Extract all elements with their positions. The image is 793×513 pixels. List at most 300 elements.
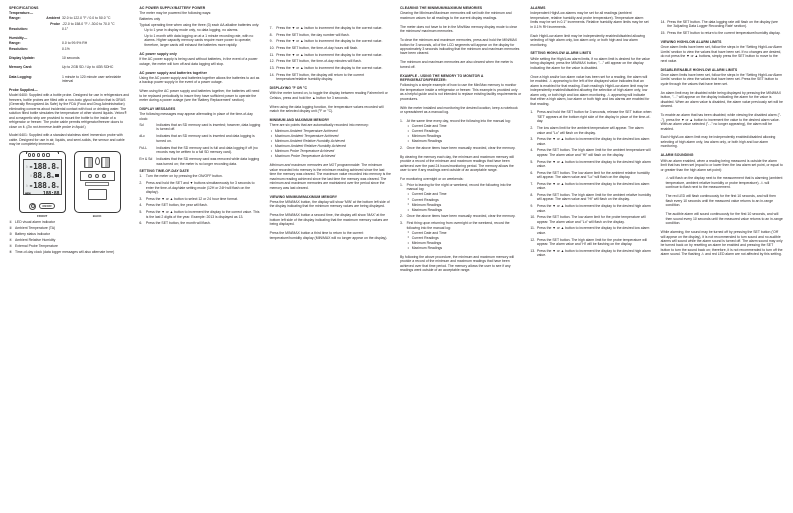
bullet-icon: •: [407, 240, 409, 245]
step-number: 12.: [269, 59, 275, 64]
bullet-label: Maximum Ambient Relative Humidity Achieved: [274, 144, 346, 149]
step-number: 6.: [530, 170, 534, 175]
humidity-label: Humidity—: [9, 36, 28, 41]
temperature-label: Temperature—: [9, 11, 34, 16]
viewing-minmax-p5: Press the MIN/MAX button, the display will show 'MIN' at the bottom left side of the display indicating that the minimum memory values are being displayed.: [269, 199, 390, 209]
alarm-bell-icon: △: [30, 174, 32, 178]
step-text: Press the ▼ or ▲ button to increment the display to the desired high alarm value.: [536, 204, 651, 213]
lcd-status-row: [25, 191, 59, 198]
step-text: Press the SET button, the display will return to the current temperature/relative humidity display.: [276, 72, 365, 82]
list-item: [400, 214, 521, 218]
step-text: Press the SET button. The data logging rate will flash on the display (see the 'Adjusting Data Logger Recording Rate' section).: [667, 20, 778, 29]
bullet-label: Maximum Ambient Temperature Achieved: [274, 134, 339, 139]
list-item: [9, 226, 130, 230]
spec-value: 0.1%: [62, 46, 70, 51]
legend-marker: ⑤: [9, 244, 13, 249]
bullet-label: Current Readings: [411, 235, 439, 240]
list-item: [139, 134, 260, 143]
bullet-icon: •: [407, 197, 409, 202]
probe-6400-end: .): [83, 124, 86, 129]
table-row: [9, 65, 130, 70]
list-item: [9, 250, 130, 254]
vent-right-icon: [101, 157, 110, 168]
legend-label: Ambient Temperature (TA): [15, 226, 56, 231]
alarm-bell-icon: △: [25, 164, 28, 168]
legend-label: Battery status indicator: [15, 232, 50, 237]
list-item: [139, 210, 260, 219]
setting-alarm-limits-heading: SETTING HIGH/LOW ALARM LIMITS: [530, 51, 592, 56]
ac-power-p1: The meter may be powered the following ways:: [139, 11, 212, 16]
specifications-heading: SPECIFICATIONS: [9, 6, 39, 10]
spec-value: 0.1°: [62, 26, 69, 31]
list-item: [270, 39, 391, 43]
message-desc: Indicates that the SD memory card is full and data logging if off (no records may be written to a full SD memory card).: [156, 145, 258, 155]
list-item: [270, 134, 391, 138]
bullet-icon: •: [270, 139, 272, 144]
bullet-label: Current Readings: [411, 197, 439, 202]
step-sublist: [407, 124, 522, 144]
bullet-icon: •: [407, 230, 409, 235]
column-2: [135, 6, 265, 509]
step-number: 2.: [399, 214, 403, 219]
step-text: Press the SET button. The high alarm limit for the ambient temperature will appear. The alarm value and "Hi" will flash on the display.: [536, 148, 651, 157]
step-text: Press the ▼ or ▲ button to increment the display to the desired high alarm value.: [536, 159, 651, 169]
list-item: [407, 134, 522, 138]
example-heading: EXAMPLE - USING THE MEMORY TO MONITOR A REFRIGERATOR/FREEZER:: [399, 73, 484, 83]
list-item: [270, 139, 391, 143]
step-number: 11.: [269, 52, 275, 57]
alarm-sounding-p9: The audible alarm will sound continuously for the first 10 seconds, and will then sound every 10 seconds until the measured value returns to an in-range condition.: [665, 212, 783, 226]
lcd-probe-temp-value: -188.8: [28, 180, 56, 190]
front-view-caption: FRONT: [36, 213, 48, 218]
bullet-label: Minimum Ambient Relative Humidity Achieved: [274, 139, 345, 144]
ac-power-p3: Typical operating time when using the three (3) each AA alkaline batteries only:: [139, 22, 260, 27]
spec-label: Data Logging:: [9, 74, 33, 79]
alarm-bell-icon: △: [25, 183, 28, 187]
minmax-note: [270, 163, 391, 190]
bullet-label: Maximum Readings: [411, 139, 443, 144]
example-p5: Following is a simple example of how to use the Min/Max memory to monitor the temperature inside a refrigerator or freezer. This example is provided only as a helpful guide and is not intended to replace existing facility requirements or procedures.: [399, 83, 522, 101]
bullet-icon: •: [270, 154, 272, 159]
step-number: 1.: [139, 174, 143, 179]
step-text: Press the ▼ or ▲ button to increment the display to the correct value.: [276, 66, 383, 71]
ac-and-battery-p6: When using the AC power supply and batteries together, the batteries will need to be replaced periodically to insure they have sufficient power to operate the meter during a power outage (see the 'Battery Replacement' section).: [139, 89, 260, 103]
list-item: [400, 119, 521, 144]
bullet-label: Minimum Readings: [411, 134, 442, 139]
step-number: 15.: [660, 31, 666, 36]
device-back-label: [85, 182, 109, 186]
list-item: [270, 149, 391, 153]
legend-marker: ②: [9, 226, 13, 231]
list-item: [530, 110, 651, 123]
viewing-alarm-p1: Once alarm limits have been set, follow the steps in the 'Setting High/Low Alarm Limits' section to view the values that have been set. If no changes are desired, do not press the ▼ or ▲ buttons, simply press the SET button to move to the next value.: [660, 45, 783, 63]
minmax-note-body: The minimum value recorded into memory is the minimum reading achieved since the last time the memory was cleared. The maximum value recorded into memory is the maximum reading achieved since the last time the memory was cleared. The minimum and maximum memories are maintained over the period since the memory was last cleared.: [269, 163, 391, 190]
display-f-c-p1: With the meter turned on, to toggle the display between reading Fahrenheit or Celsius, press and hold the ▲ button for 3 seconds.: [269, 91, 388, 100]
list-item: [407, 208, 522, 212]
step-number: 1.: [399, 182, 403, 187]
message-code: FuLL: [139, 145, 148, 150]
bullet-icon: •: [407, 129, 409, 133]
step-text: Press the SET button, the time-of-day minutes will flash.: [276, 59, 362, 64]
step-number: 14.: [269, 72, 275, 77]
alarm-sounding-p7: ⚠ will flash on the display next to the measurement that is alarming (ambient temperature, ambient relative humidity or probe temperature). ⚠ will continue to flash next to the measurement.: [665, 176, 783, 190]
lcd-ambient-temp-value: -188.8: [28, 161, 56, 171]
vent-left-icon: [84, 157, 93, 168]
list-item: [530, 238, 651, 247]
device-front-controls: [20, 203, 65, 210]
bullet-icon: •: [407, 134, 409, 139]
step-number: 9.: [530, 204, 534, 209]
alarms-p1: Independent High/Low alarms may be set for all readings (ambient temperature, relative humidity and probe temperature). Temperature alarm limits may be set in 0.1° increments. Relative humidity alarm limits may be set in 0.1% RH increments.: [530, 11, 649, 29]
example-p6: With the meter installed and monitoring the desired location, keep a notebook or spreadsheet as a manual log.: [399, 105, 518, 115]
clearing-p4: The minimum and maximum memories are also cleared when the meter is turned off.: [399, 60, 513, 69]
list-item: [400, 183, 521, 212]
step-number: 2.: [399, 146, 403, 151]
alarm-sounding-p8: The red LED will flash continuously for the first 10 seconds, and will then flash every 10 seconds until the measured value returns to an in-range condition.: [665, 194, 776, 208]
device-front-view: [19, 151, 66, 218]
step-text: Press the ▼ or ▲ button to increment the display to the desired low alarm value.: [536, 181, 650, 191]
step-number: 13.: [269, 66, 275, 71]
bullet-label: Current Date and Time: [411, 124, 447, 129]
step-text: Press the ▼ or ▲ button to increment the display to the correct value.: [276, 26, 383, 30]
spec-value: 1 minute to 120 minute user selectable interval: [62, 74, 122, 84]
step-sublist: [407, 192, 522, 212]
list-item: [139, 221, 260, 225]
bullet-icon: •: [407, 202, 409, 207]
setting-alarm-p3: While setting the High/Low alarm limits, if no alarm limit is desired for the value being displayed; press the MIN/MAX button, "- -" will appear on the display indicating the alarm for the value is disabled.: [530, 56, 650, 70]
step-number: 1.: [399, 119, 403, 124]
bullet-icon: •: [270, 133, 272, 138]
clearing-memories-heading: CLEARING THE MINIMUM/MAXIMUM MEMORIES: [399, 6, 483, 10]
step-text: First thing upon returning from overnight or the weekend, record the following into the manual log:: [406, 221, 510, 230]
bullet-icon: •: [270, 149, 272, 154]
bullet-label: Current Date and Time: [411, 230, 447, 235]
example-steps-daily: [400, 119, 521, 150]
example-steps-overnight: [400, 183, 521, 250]
spec-label: Resolution:: [9, 46, 28, 51]
step-number: 14.: [660, 20, 666, 24]
list-item: [530, 126, 651, 135]
list-item: [407, 241, 522, 245]
bullet-icon: •: [407, 139, 409, 144]
example-p8: For monitoring overnight or on weekends:: [399, 177, 464, 182]
list-item: [530, 249, 651, 258]
list-item: [530, 215, 651, 224]
bullet-label: Current Readings: [411, 129, 439, 134]
legend-label: External Probe Temperature: [15, 243, 58, 248]
bullet-icon: •: [407, 245, 409, 250]
message-code: dLc: [139, 134, 145, 139]
step-text: Turn the meter on by pressing the ON/OFF button.: [145, 174, 223, 179]
column-1: [5, 6, 135, 509]
list-item: [400, 146, 521, 150]
setting-alarm-steps: [530, 110, 651, 257]
list-item: [530, 226, 651, 235]
step-sublist: [407, 231, 522, 251]
list-item: [407, 192, 522, 196]
step-number: 3.: [530, 137, 534, 142]
viewing-minmax-p6: Press the MIN/MAX button a second time, the display will show 'MAX' at the bottom left side of the display indicating that the maximum memory values are being displayed.: [269, 213, 389, 227]
list-item: [407, 203, 522, 207]
step-text: Press the SET button. The low alarm limit for the ambient relative humidity will appear. The alarm value and "Lo" will flash on the display.: [536, 170, 650, 180]
ac-and-battery-heading: AC power supply and batteries together: [139, 70, 208, 75]
step-text: Press the ▼ or ▲ button to increment the display to the desired low alarm value.: [536, 226, 650, 235]
step-number: 6.: [139, 221, 143, 226]
bullet-icon: •: [407, 207, 409, 212]
step-text: Press the SET button. The high alarm limit for the probe temperature will appear. The alarm value and 'Hi' will be flashing on the display.: [536, 237, 648, 247]
step-number: 5.: [139, 210, 143, 215]
step-text: Press the SET button, the time-of-day hours will flash.: [276, 46, 359, 51]
lcd-display: [23, 159, 62, 195]
bullet-label: Maximum Readings: [411, 245, 443, 250]
setting-alarm-steps-cont: [661, 20, 783, 36]
legend-label: LED visual alarm indicator: [15, 220, 55, 225]
list-item: [270, 33, 391, 37]
ac-power-heading: AC POWER SUPPLY/BATTERY POWER: [139, 6, 206, 10]
ac-power-only-heading: AC power supply only: [139, 51, 177, 56]
example-p9: By following the above procedure, the minimum and maximum memory will provide a record of the minimum and maximum readings that have been achieved over that time period. The memory allows the user to see if any readings went outside of an acceptable range.: [399, 254, 515, 273]
list-item: [530, 160, 651, 169]
step-number: 12.: [530, 237, 536, 242]
list-item: [407, 231, 522, 235]
humidity-sensor-icon: [95, 157, 100, 166]
step-number: 4.: [530, 148, 534, 153]
spec-value: 10 seconds: [62, 55, 80, 60]
alarm-sounding-p10: While alarming, the sound may be turned off by pressing the SET button ('Off' will appear on the display), it is not recommended to turn sound and no audible alarms will sound while the alarm sound is turned off. The alarm sound may only be turned back on by resetting an alarm be enabled and pressing the SET button to turn the sound back on; therefore, it is not recommended to turn off the alarm sound. The flashing ⚠ and red LED alarm are not affected by this setting.: [660, 230, 783, 257]
display-messages-list: [139, 123, 260, 167]
bullet-label: Minimum Ambient Temperature Achieved: [274, 129, 338, 134]
step-text: Prior to leaving for the night or weekend, record the following into the manual log:: [406, 182, 512, 192]
minmax-note-lead: Minimum and maximum memories are NOT programmable.: [269, 163, 361, 168]
step-number: 13.: [530, 248, 536, 253]
device-back-panel: [80, 171, 115, 181]
alarms-p2: Each High/Low alarm limit may be independently enabled/disabled allowing selecting of high alarm only, low alarm only, or both high and low alarm monitoring.: [530, 33, 645, 47]
probe-6401-text: Model 6401: Supplied with a standard stainless steel immersion probe with cable. Designed for use in air, liquids, and semi-solids, the sensor and cable may be completely immersed.: [9, 133, 125, 147]
column-6: [657, 6, 788, 509]
viewing-minmax-p7: Press the MIN/MAX button a third time to return to the current temperature/humidity display (MIN/MAX will no longer appear on the display).: [269, 231, 388, 240]
step-number: 3.: [139, 196, 143, 201]
step-text: Press the SET button, the year will flash.: [145, 203, 208, 208]
step-text: At the same time every day, record the following into the manual log:: [406, 119, 511, 124]
legend-label: Ambient Relative Humidity: [15, 238, 56, 243]
list-item: [139, 146, 260, 155]
spec-sublabel: Probe: [50, 21, 60, 26]
onoff-button[interactable]: ON/OFF: [39, 203, 55, 209]
bullet-icon: •: [407, 192, 409, 197]
device-top-dots: [28, 153, 50, 156]
table-row: [9, 75, 130, 85]
display-f-c-p2: When using the data logging function, the temperature values recorded will match the selected display unit (°F or °C).: [269, 104, 384, 114]
list-item: [407, 129, 522, 133]
lcd-probe-temp-unit: °F: [56, 185, 60, 189]
lcd-humidity-value: 88.8: [32, 171, 51, 181]
clearing-p3: To clear the minimum and maximum memories, press and hold the MIN/MAX button for 3 seconds, all of the LCD segments will appear on the display for approximately 3 seconds indicating that the minimum and maximum memories have been cleared.: [399, 38, 520, 56]
list-item: [270, 154, 391, 158]
list-item: [407, 139, 522, 143]
list-item: [530, 193, 651, 202]
list-item: [530, 148, 651, 157]
bullet-label: Current Date and Time: [411, 192, 447, 197]
list-item: [270, 59, 391, 63]
alarm-sounding-p6: With an alarm enabled, when a reading being measured is outside the alarm limit that has been set (equal to or lower then the low alarm set point, or equal to or greater than the high alarm set point):: [660, 158, 783, 172]
list-item: [139, 203, 260, 207]
viewing-minmax-heading: VIEWING MINIMUM/MAXIMUM MEMORY: [269, 194, 338, 199]
step-text: Press the ▼ or ▲ button to increment the display to the desired low alarm value.: [536, 137, 650, 146]
list-item: [270, 53, 391, 57]
list-item: [9, 244, 130, 248]
step-number: 10.: [269, 46, 275, 51]
probe-6400-body: Model 6400: Supplied with a bottle probe. Designed for use in refrigerators and freezers, bottle probes are filled with a non-toxic glycol solution that is GRAS (Generally Recognized As Safe) by the FDA (Food and Drug Administration) eliminating concerns about incidental contact with food or drinking water. The solution filled bottle simulates the temperature of other stored liquids. Velcro® and a magnetic strip are provided to mount the bottle to the inside of a refrigerator or freezer. The probe cable permits refrigerator/freezer doors to close on it. (: [9, 93, 130, 129]
step-text: Press the ▼ or ▲ button to increment the display to the correct value. This is the last 2 digits of the year. Example: 2013 is displayed as 13.: [145, 210, 260, 219]
device-figure: [9, 151, 130, 254]
spec-value: 32.0 to 122.0 °F / 0.0 to 50.0 °C: [62, 16, 111, 21]
message-desc: Indicates that an SD memory card is inserted; however, data logging is turned off.: [156, 122, 261, 131]
display-messages-heading: DISPLAY MESSAGES: [139, 107, 176, 112]
disable-enable-p5: Each High/Low alarm limit may be independently enabled/disabled allowing selecting of high alarm only, low alarm only, or both high and low alarm monitoring.: [660, 135, 776, 149]
bullet-label: Minimum Probe Temperature Achieved: [274, 149, 335, 154]
legend-marker: ③: [9, 232, 13, 237]
lcd-row-ambient-temp: [25, 162, 59, 171]
step-text: Press the ▼ or ▲ button to increment the display to the desired high alarm value.: [536, 248, 651, 258]
setting-time-steps: [139, 174, 260, 225]
probe-6400-italic: Do not immerse bottle probe in liquid: [27, 124, 84, 129]
list-item: [407, 236, 522, 240]
step-number: 7.: [269, 26, 273, 30]
step-text: Once the above items have been manually recorded, clear the memory.: [406, 146, 516, 151]
specifications-table: [9, 16, 130, 84]
disable-enable-p2: Once alarm limits have been set, follow the steps in the 'Setting High/Low Alarm Limits' section to view the values that have been set. Press the SET button to cycle through the values that have been set.: [660, 72, 783, 86]
step-text: Press the ▼ or ▲ button to increment the display to the correct value.: [276, 39, 383, 44]
list-item: [407, 198, 522, 202]
list-item: [139, 123, 260, 132]
setting-time-steps-cont: [270, 26, 391, 82]
step-text: Press and hold the SET button for 3 seconds, release the SET button when 'SET' appears at the bottom right side of the display in place of the time-of-day.: [536, 110, 652, 124]
ac-power-b1: Up to 1 year in display mode only, no data logging, no alarms.: [144, 28, 239, 33]
disable-enable-p4: To enable an alarm that has been disabled; while viewing the disabled alarm ("- -"), press the ▼ or ▲ button to increment the value to the desired alarm value. With an alarm value selected ("- -" no longer appearing), the alarm will be enabled.: [660, 113, 782, 131]
message-code: Sd: [139, 122, 144, 127]
bullet-icon: •: [270, 128, 272, 133]
spec-label: Range:: [9, 41, 21, 46]
device-vents: [78, 157, 117, 168]
setting-alarm-p4: Once a high and/or low alarm value has been set for a reading, the alarm will be enabled. ⚠ appearing to the left of the displayed value indicates that an alarm is enabled for that reading. Each reading's High/Low alarm limit may be independently enabled/disabled allowing the selection of high alarm only, low alarm only, or both high and low alarm monitoring. ⚠ appearing will indicate that either a high alarm, low alarm or both high and low alarms are enabled for that reading.: [530, 74, 650, 106]
step-number: 1.: [530, 110, 534, 115]
viewing-alarm-limits-heading: VIEWING HIGH/LOW ALARM LIMITS: [660, 40, 722, 45]
minmax-memory-heading: MINIMUM AND MAXIMUM MEMORY: [269, 118, 330, 123]
list-item: [270, 144, 391, 148]
figure-legend: [9, 220, 130, 254]
list-item: [530, 137, 651, 146]
step-number: 11.: [530, 226, 535, 231]
step-text: Press the SET button to return to the current temperature/humidity display.: [667, 31, 781, 36]
step-number: 2.: [139, 181, 143, 186]
back-view-caption: BACK: [92, 213, 102, 218]
bullet-icon: •: [407, 235, 409, 240]
disable-enable-p3: An alarm limit may be disabled while being displayed by pressing the MIN/MAX button, "- -" will appear on the display indicating the alarm for the value is disabled. When an alarm value is disabled, the alarm value previously set will be cleared.: [660, 90, 783, 109]
bullet-icon: •: [407, 123, 409, 128]
list-item: [270, 46, 391, 50]
list-item: [661, 20, 783, 29]
lcd-memory-tag: MEM: [25, 192, 31, 197]
device-diagrams: [9, 151, 130, 218]
step-number: 10.: [530, 215, 536, 220]
display-f-c-heading: DISPLAYING °F OR °C: [269, 86, 308, 91]
probe-supplied-label: Probe Supplied—: [9, 88, 38, 93]
bullet-icon: •: [270, 144, 272, 149]
list-item: [270, 73, 391, 82]
step-number: 5.: [530, 159, 534, 164]
bullet-label: Minimum Readings: [411, 202, 442, 207]
lcd-ambient-temp-unit: °F: [56, 165, 60, 170]
spec-label: Range:: [9, 16, 21, 21]
ac-and-battery-p5: Using the AC power supply and batteries together allows the batteries to act as a backup power supply in the event of a power outage.: [139, 75, 260, 85]
step-text: Once the above items have been manually recorded, clear the memory.: [406, 214, 516, 219]
battery-compartment: [88, 189, 107, 200]
probe-6400-text: [9, 93, 130, 129]
minmax-intro: There are six points that are automatically recorded into memory:: [269, 123, 369, 128]
message-desc: Indicates that an SD memory card is inserted and data logging is turned on.: [156, 134, 255, 143]
step-number: 9.: [269, 39, 273, 44]
list-item: [270, 66, 391, 70]
list-item: [270, 26, 391, 30]
list-item: [661, 31, 783, 35]
legend-marker: ⑥: [9, 249, 13, 254]
device-front-body: [19, 151, 66, 213]
list-item: [400, 221, 521, 250]
step-text: Press the ▼ or ▲ button to increment the display to the correct value.: [276, 52, 383, 57]
step-text: The low alarm limit for the ambient temperature will appear. The alarm value and "Lo" will flash on the display.: [536, 126, 644, 135]
list-item: [530, 204, 651, 213]
spec-label: Display Update:: [9, 55, 35, 60]
list-item: [139, 174, 260, 178]
list-item: [139, 181, 260, 194]
ac-power-p2: Batteries only: [139, 16, 161, 21]
step-text: Press and hold the SET and ▼ buttons simultaneously for 3 seconds to enter the time-of-day/date setting mode (12H or 24H will flash on the display).: [145, 181, 255, 195]
step-text: Press the SET button, the day number will flash.: [276, 32, 350, 37]
column-4: [396, 6, 526, 509]
message-code: Err & Sd: [139, 157, 153, 162]
step-number: 7.: [530, 181, 534, 186]
legend-label: Time-of-day clock (data logger messages will also alternate here): [15, 249, 115, 254]
display-messages-intro: The following messages may appear alternating in place of the time-of-day clock:: [139, 112, 253, 121]
legend-marker: ①: [9, 220, 13, 225]
spec-value: -22.0 to 158.0 °F / -30.0 to 70.0 °C: [62, 21, 115, 26]
bullet-label: Maximum Readings: [411, 207, 443, 212]
bullet-label: Minimum Readings: [411, 240, 442, 245]
list-item: [139, 157, 260, 166]
list-item: [9, 238, 130, 242]
bullet-label: Maximum Probe Temperature Achieved: [274, 154, 336, 159]
alarms-heading: ALARMS: [530, 6, 546, 10]
list-item: [9, 232, 130, 236]
step-number: 8.: [530, 193, 534, 197]
spec-value: 0.0 to 99.9% RH: [62, 41, 88, 46]
disable-enable-heading: DISABLE/ENABLE HIGH/LOW ALARM LIMITS: [660, 67, 738, 72]
clearing-p1: Clearing the Minimum/Maximum memories will set both the minimum and maximum values for all readings to the current display readings.: [399, 11, 512, 20]
step-text: Press the SET button. The low alarm limit for the probe temperature will appear. The alarm value and "Lo" will flash on the display.: [536, 215, 646, 224]
led-alarm-indicator-icon: [29, 203, 36, 210]
clearing-p2: The meter does not have to be in the Min/Max memory display mode to clear the minimum/ maximum memories.: [399, 24, 517, 34]
list-item: [270, 129, 391, 133]
step-number: 2.: [530, 126, 534, 131]
legend-marker: ④: [9, 238, 13, 243]
lcd-row-probe-temp: [25, 181, 59, 190]
minmax-bullets: [270, 129, 391, 159]
column-3: [266, 6, 396, 509]
list-item: [139, 197, 260, 201]
device-back-body: [74, 151, 121, 213]
lcd-clock-value: 188:88: [42, 190, 60, 197]
ac-power-b2: Up to 1 month with data logging on at a 1 minute recording rate, with no alarms. Higher capacity memory cards require more power to operate; therefore, larger cards will exhaust the batteries more rapidly.: [144, 34, 254, 47]
